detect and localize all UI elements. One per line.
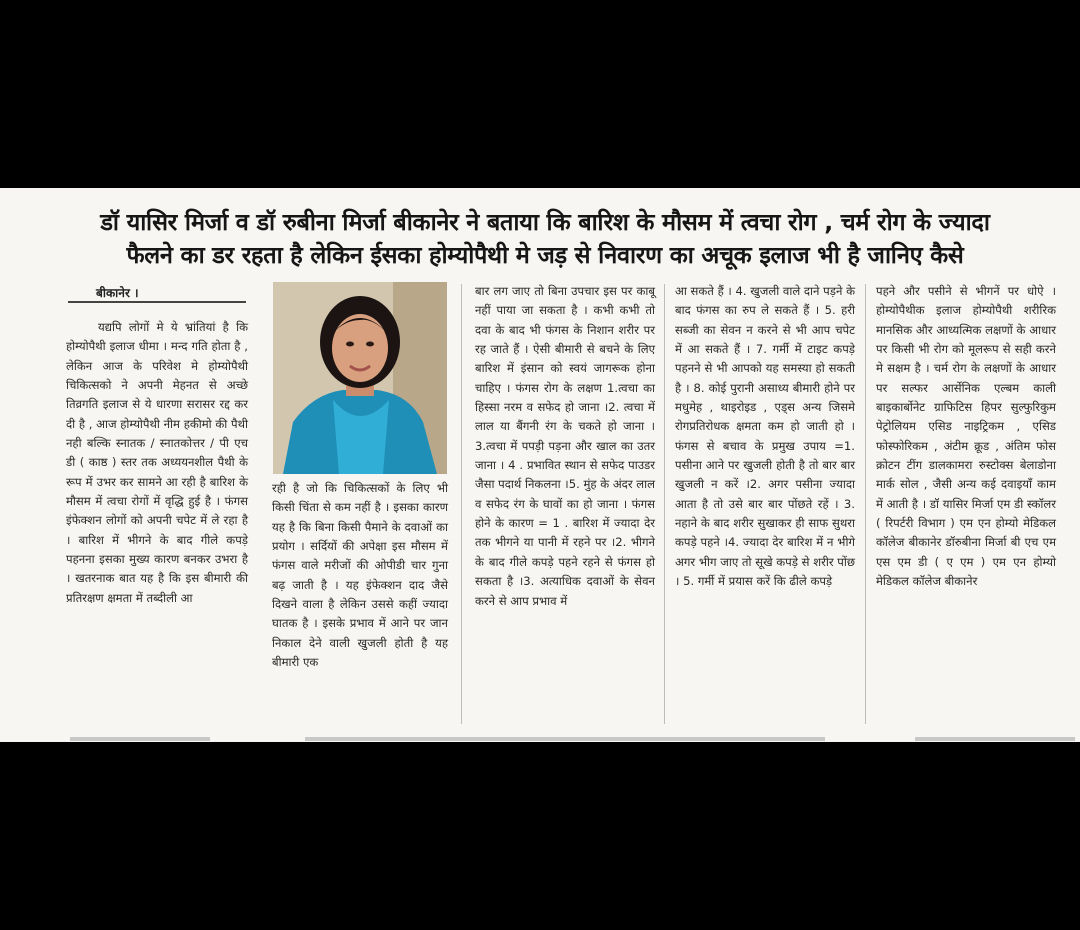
column-5-text: पहने और पसीने से भीगनें पर धोऐ । होम्योपैथीक इलाज होम्योपैथी शरीरिक मानसिक और आध्यत्मिक लक्षणों के आधार पर किसी भी रोग को मूलरूप से सही करने मे सक्षम है । चर्म रोग के लक्षणों के आधार पर सल्फर आर्सेनिक एल्बम काली बाइकार्बोनेट ग्राफिटिस हिपर सुल्फुरिकुम पेट्रोलियम एसिड नाइट्रिकम , एसिड फोस्फोरिकम , अंटीम क्रूड , अंतिम फोस क्रोटन टींग डालकामरा रुस्टोक्स बेलाडोना मार्क सोल , जैसी अन्य कई दवाइयाँ काम में आती है । डॉ यासिर मिर्जा एम डी स्कॉलर ( रिपर्टरी विभाग ) एम एन होम्यो मेडिकल कॉलेज बीकानेर डॉरुबीना मिर्जा बी एच एम एस एम डी ( ए एम ) एम एन होम्यो मेडिकल कॉलेज बीकानेर bbox=[876, 284, 1056, 589]
newspaper-clipping bbox=[0, 188, 1080, 742]
column-4-text: आ सकते हैं । 4. खुजली वाले दाने पड़ने के बाद फंगस का रुप ले सकते हैं । 5. हरी सब्जी का सेवन न करने से भी आप चपेट में आ सकते हैं । 7. गर्मी में टाइट कपड़े पहनने से भी आपको यह समस्या हो सकती है । 8. कोई पुरानी असाध्य बीमारी होने पर मधुमेह , थाइरोइड , एड्स अन्य जिसमे रोगप्रतिरोधक क्षमता कम हो जाती हो । फंगस से बचाव के प्रमुख उपाय =1. पसीना आने पर खुजली होती है तो बार बार खुजली न करें ।2. अगर पसीना ज्यादा आता है तो उसे बार बार पोंछते रहें । 3. नहाने के बाद शरीर सुखाकर ही साफ सुथरा कपड़े पहने ।4. ज्यादा देर बारिश में न भीगे अगर भीग जाए तो सूखे कपड़े से शरीर पोंछ । 5. गर्मी में प्रयास करें कि ढीले कपड़े bbox=[675, 284, 855, 589]
column-divider bbox=[865, 284, 866, 724]
article-column-3 bbox=[475, 282, 655, 728]
print-strip bbox=[915, 737, 1075, 741]
dateline: बीकानेर । bbox=[96, 286, 139, 300]
dateline-rule bbox=[68, 301, 246, 303]
headline-line-1: डॉ यासिर मिर्जा व डॉ रुबीना मिर्जा बीकानेर ने बताया कि बारिश के मौसम में त्वचा रोग , चर्म रोग के ज्यादा bbox=[100, 208, 990, 236]
author-photo bbox=[273, 282, 447, 474]
registration-marks-icon bbox=[225, 736, 269, 742]
headline-line-2: फैलने का डर रहता है लेकिन ईसका होम्योपैथी मे जड़ से निवारण का अचूक इलाज भी है जानिए कैसे bbox=[126, 241, 964, 269]
column-3-text: बार लग जाए तो बिना उपचार इस पर काबू नहीं पाया जा सकता है । कभी कभी तो दवा के बाद भी फंगस के निशान शरीर पर रह जाते हैं । ऐसी बीमारी से बचने के लिए बारिश में इंसान को स्वयं जागरूक होना चाहिए । फंगस रोग के लक्षण 1.त्वचा का हिस्सा नरम व सफेद हो जाना ।2. त्वचा में लाल या बैंगनी रंग के चकते हो जाना । 3.त्वचा में पपड़ी पड़ना और खाल का उतर जाना । 4 . प्रभावित स्थान से सफेद पाउडर जैसा पदार्थ निकलना ।5. मुंह के अंदर लाल व सफेद रंग के घावों का हो जाना । फंगस होने के कारण = 1 . बारिश में ज्यादा देर तक भीगने या पानी में रहने पर ।2. भीगने के बाद गीले कपड़े पहने रहने से फंगस हो सकता है ।3. अत्याधिक दवाओं के सेवन करने से आप प्रभाव में bbox=[475, 284, 655, 608]
registration-marks-icon bbox=[835, 736, 879, 742]
print-strip bbox=[70, 737, 210, 741]
article-headline bbox=[40, 206, 1050, 272]
article-column-5 bbox=[876, 282, 1056, 728]
article-column-1 bbox=[66, 318, 248, 728]
article-column-4 bbox=[675, 282, 855, 728]
column-2-text: रही है जो कि चिकित्सकों के लिए भी किसी चिंता से कम नहीं है । इसका कारण यह है कि बिना किसी पैमाने के दवाओं का प्रयोग । सर्दियों की अपेक्षा इस मौसम में फंगस वाले मरीजों की ओपीडी चार गुना बढ़ जाती है । यह इंफेक्शन दाद जैसे दिखने वाला है लेकिन उससे कहीं ज्यादा घातक है । इसके प्रभाव में आने पर जान निकाल देने वाली खुजली होती है यह बीमारी एक bbox=[272, 481, 448, 670]
column-divider bbox=[461, 284, 462, 724]
article-column-2 bbox=[272, 479, 448, 729]
column-divider bbox=[664, 284, 665, 724]
woman-portrait-icon bbox=[273, 282, 447, 474]
print-strip bbox=[305, 737, 825, 741]
column-1-text: यद्यपि लोगों मे ये भ्रांतियां है कि होम्योपैथी इलाज धीमा । मन्द गति होता है , लेकिन आज के परिवेश मे होम्योपैथी चिकित्सको ने अपनी मेहनत से अच्छे तिव्रगति इलाज से ये धारणा सरासर रद्द कर दी है , आज होम्योपैथी नीम हकीमो की पैथी नही बल्कि स्नातक / स्नातकोत्तर / पी एच डी ( काष्ठ ) स्तर तक अध्ययनशील पैथी के रूप में उभर कर सामने आ रही है बारिश के मौसम में त्वचा रोगों में वृद्धि हुई है । फंगस इंफेक्शन लोगों को अपनी चपेट में ले रहा है । बारिश में भीगने के बाद गीले कपड़े पहनना इसका मुख्य कारण बनकर उभरा है । खतरनाक बात यह है कि इस बीमारी की प्रतिरक्षण क्षमता में तब्दीली आ bbox=[66, 320, 248, 605]
